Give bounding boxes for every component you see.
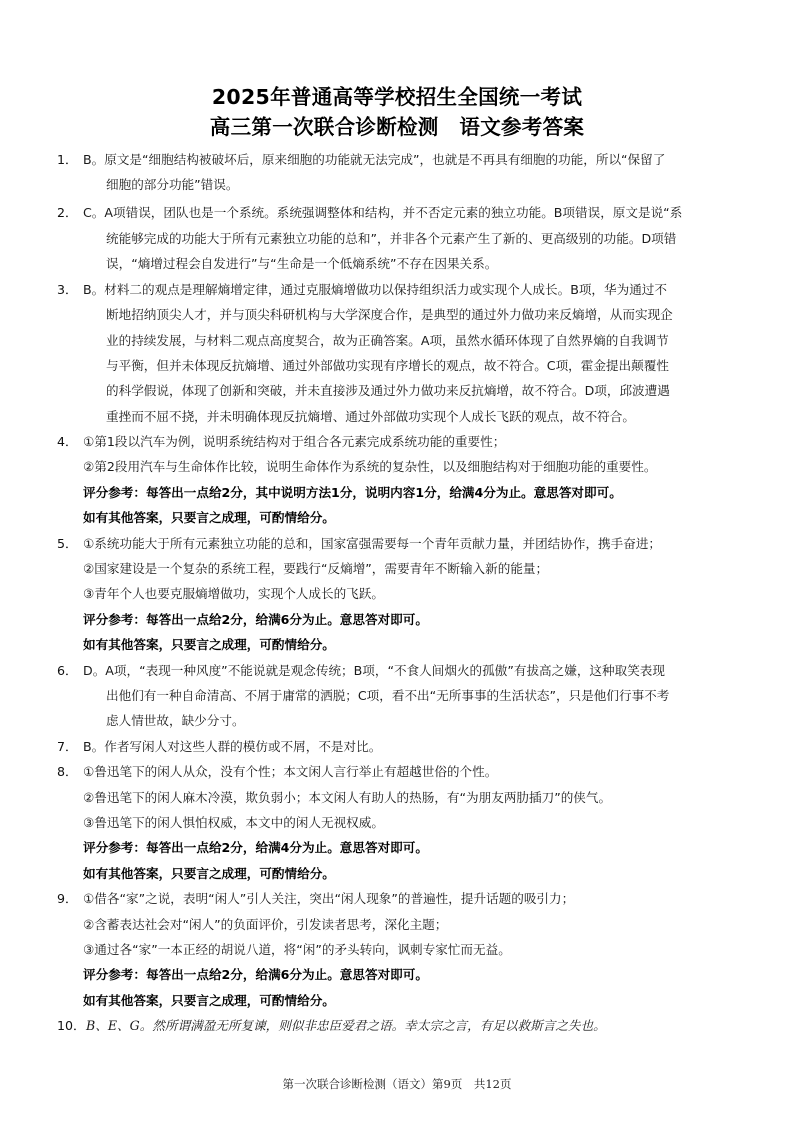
question-number: 8．: [57, 764, 78, 779]
question-number: 4．: [57, 434, 78, 449]
question-number: 2．: [57, 205, 78, 220]
answer-line: ②鲁迅笔下的闲人麻木冷漠，欺负弱小；本文闲人有助人的热肠，有“为朋友两肋插刀”的侠气。: [83, 790, 612, 805]
answer-line: B。作者写闲人对这些人群的模仿或不屑，不是对比。: [83, 739, 382, 754]
answer-line: ②第2段用汽车与生命体作比较，说明生命体作为系统的复杂性，以及细胞结构对于细胞功能的重要性。: [83, 459, 657, 474]
answer-line: ①第1段以汽车为例，说明系统结构对于组合各元素完成系统功能的重要性；: [83, 434, 506, 449]
question-number: 9．: [57, 891, 78, 906]
other-answer-note: 如有其他答案，只要言之成理，可酌情给分。: [83, 993, 335, 1008]
answer-line: 断地招纳顶尖人才，并与顶尖科研机构与大学深度合作，是典型的通过外力做功来反熵增，从而实现企: [106, 307, 673, 322]
answer-line: 出他们有一种自命清高、不屑于庸常的洒脱；C项，看不出“无所事事的生活状态”，只是他们行事不考: [106, 688, 670, 703]
answer-line: ②含蓄表达社会对“闲人”的负面评价，引发读者思考，深化主题；: [83, 917, 448, 932]
scoring-note: 评分参考：每答出一点给2分，给满6分为止。意思答对即可。: [83, 967, 428, 982]
question-number: 6．: [57, 663, 78, 678]
exam-title: 2025年普通高等学校招生全国统一考试: [211, 85, 583, 109]
answer-line: C。A项错误，团队也是一个系统。系统强调整体和结构，并不否定元素的独立功能。B项错误，原文是说“系: [83, 205, 683, 220]
answer-line: 业的持续发展，与材料二观点高度契合，故为正确答案。A项，虽然水循环体现了自然界熵的自我调节: [106, 333, 669, 348]
answer-line: 重挫而不屈不挠，并未明确体现反抗熵增、通过外部做功实现个人成长飞跃的观点，故不符合。: [106, 409, 635, 424]
other-answer-note: 如有其他答案，只要言之成理，可酌情给分。: [83, 637, 335, 652]
answer-line: D。A项，“表现一种风度”不能说就是观念传统；B项，“不食人间烟火的孤傲”有拔高之嫌，这种取笑表现: [83, 663, 665, 678]
question-number: 1．: [57, 152, 78, 167]
answer-line: 细胞的部分功能”错误。: [106, 177, 239, 192]
answer-line: B。材料二的观点是理解熵增定律，通过克服熵增做功以保持组织活力或实现个人成长。B项，华为通过不: [83, 282, 667, 297]
scoring-note: 评分参考：每答出一点给2分，其中说明方法1分，说明内容1分，给满4分为止。意思答对即可。: [83, 485, 622, 500]
other-answer-note: 如有其他答案，只要言之成理，可酌情给分。: [83, 510, 335, 525]
answer-line: 与平衡，但并未体现反抗熵增、通过外部做功实现有序增长的观点，故不符合。C项，霍金提出颠覆性: [106, 358, 669, 373]
answer-line: ②国家建设是一个复杂的系统工程，要践行“反熵增”，需要青年不断输入新的能量；: [83, 561, 549, 576]
question-number: 7．: [57, 739, 78, 754]
answer-line: B、E、G。然所谓满盈无所复谏，则似非忠臣爱君之语。幸太宗之言，有足以救斯言之失也。: [86, 1018, 606, 1033]
answer-line: 的科学假说，体现了创新和突破，并未直接涉及通过外力做功来反抗熵增，故不符合。D项，邱波遭遇: [106, 383, 670, 398]
answer-line: ①借各“家”之说，表明“闲人”引人关注，突出“闲人现象”的普遍性，提升话题的吸引力；: [83, 891, 575, 906]
question-number: 3．: [57, 282, 78, 297]
answer-line: ①系统功能大于所有元素独立功能的总和，国家富强需要每一个青年贡献力量，并团结协作，携手奋进；: [83, 536, 662, 551]
page-footer: 第一次联合诊断检测（语文）第9页 共12页: [282, 1077, 512, 1091]
question-number: 10．: [57, 1018, 86, 1033]
answer-line: 误，“熵增过程会自发进行”与“生命是一个低熵系统”不存在因果关系。: [106, 256, 498, 271]
answer-line: B。原文是“细胞结构被破坏后，原来细胞的功能就无法完成”，也就是不再具有细胞的功能，所以“保留了: [83, 152, 666, 167]
answer-line: 虑人情世故，缺少分寸。: [106, 713, 245, 728]
answer-line: 统能够完成的功能大于所有元素独立功能的总和”，并非各个元素产生了新的、更高级别的功能。D项错: [106, 231, 677, 246]
exam-subtitle: 高三第一次联合诊断检测 语文参考答案: [209, 115, 585, 139]
answer-line: ③通过各“家”一本正经的胡说八道，将“闲”的矛头转向，讽刺专家忙而无益。: [83, 942, 511, 957]
answer-line: ③青年个人也要克服熵增做功，实现个人成长的飞跃。: [83, 586, 384, 601]
question-number: 5．: [57, 536, 78, 551]
scoring-note: 评分参考：每答出一点给2分，给满6分为止。意思答对即可。: [83, 612, 428, 627]
answer-line: ③鲁迅笔下的闲人惧怕权威，本文中的闲人无视权威。: [83, 815, 384, 830]
scoring-note: 评分参考：每答出一点给2分，给满4分为止。意思答对即可。: [83, 840, 428, 855]
answer-line: ①鲁迅笔下的闲人从众，没有个性；本文闲人言行举止有超越世俗的个性。: [83, 764, 498, 779]
other-answer-note: 如有其他答案，只要言之成理，可酌情给分。: [83, 866, 335, 881]
